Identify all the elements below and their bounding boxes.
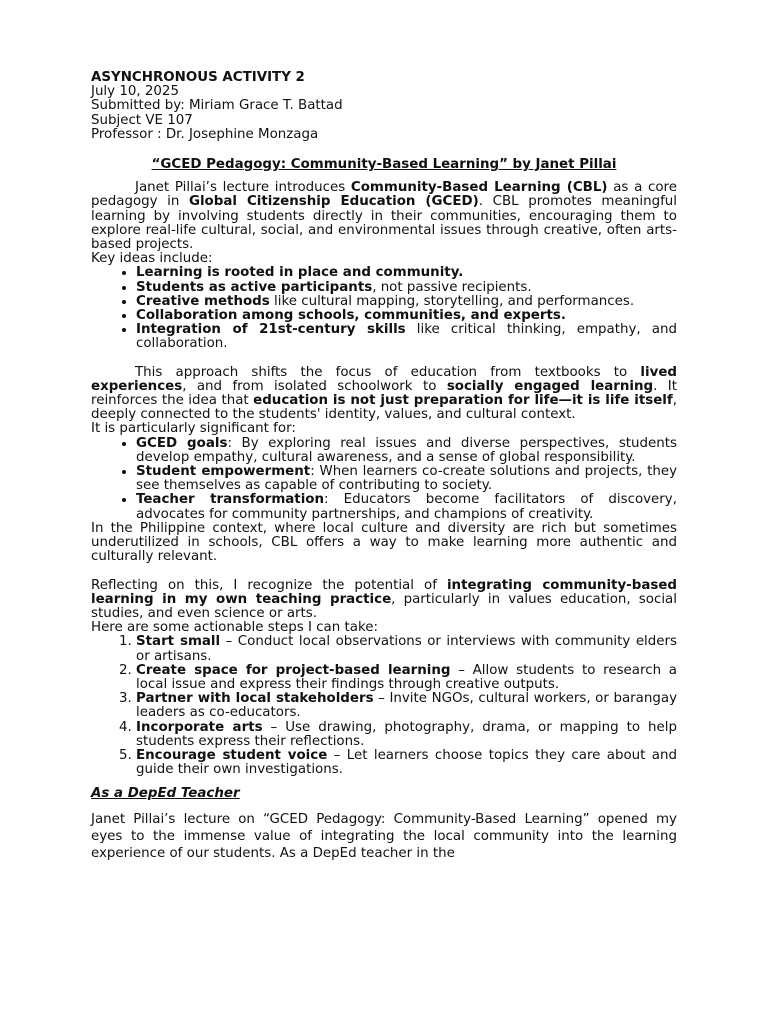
list-item: 1. Start small – Conduct local observations or interviews with community elders or artisans. xyxy=(136,635,677,663)
professor: Professor : Dr. Josephine Monzaga xyxy=(91,126,319,142)
list-item: • Creative methods like cultural mapping, storytelling, and performances. xyxy=(136,295,677,309)
intro-paragraph: Janet Pillai’s lecture introduces Community-Based Learning (CBL) as a core pedagogy in Global Citizenship Education (GCED). CBL promotes meaningful learning by involving students directly in their communities, encouraging them to explore real-life cultural, social, and environmental issues through creative, often arts-based projects. xyxy=(91,180,678,253)
key-ideas-label: Key ideas include: xyxy=(91,251,213,267)
date: July 10, 2025 xyxy=(91,84,179,100)
steps-label: Here are some actionable steps I can take: xyxy=(91,620,378,636)
list-item: • Collaboration among schools, communities, and experts. xyxy=(136,309,677,323)
activity-title: ASYNCHRONOUS ACTIVITY 2 xyxy=(91,70,305,85)
significance-list xyxy=(91,437,677,522)
steps-list xyxy=(91,635,677,777)
list-item: • Teacher transformation: Educators become facilitators of discovery, advocates for community partnerships, and champions of creativity. xyxy=(136,493,677,521)
list-item: • Student empowerment: When learners co-create solutions and projects, they see themselves as capable of contributing to society. xyxy=(136,465,677,493)
list-item: 3. Partner with local stakeholders – Invite NGOs, cultural workers, or barangay leaders as co-educators. xyxy=(136,692,677,720)
significant-label: It is particularly significant for: xyxy=(91,421,296,437)
deped-paragraph: Janet Pillai’s lecture on “GCED Pedagogy: Community-Based Learning” opened my eyes to the immense value of integrating the local community into the learning experience of our students. As a DepEd teacher in the xyxy=(91,811,677,861)
approach-paragraph: This approach shifts the focus of education from textbooks to lived experiences, and from isolated schoolwork to socially engaged learning. It reinforces the idea that education is not just preparation for life—it is life itself, deeply connected to the students' identity, values, and cultural context. xyxy=(91,364,678,423)
list-item: • Learning is rooted in place and community. xyxy=(136,266,677,280)
list-item: 5. Encourage student voice – Let learners choose topics they care about and guide their own investigations. xyxy=(136,749,677,777)
doc-title: “GCED Pedagogy: Community-Based Learning” by Janet Pillai xyxy=(151,157,617,173)
philippine-paragraph: In the Philippine context, where local culture and diversity are rich but sometimes underutilized in schools, CBL offers a way to make learning more authentic and culturally relevant. xyxy=(91,520,677,565)
document-header xyxy=(91,71,677,142)
subject: Subject VE 107 xyxy=(91,112,193,128)
key-ideas-list xyxy=(91,266,677,351)
list-item: • GCED goals: By exploring real issues and diverse perspectives, students develop empathy, cultural awareness, and a sense of global responsibility. xyxy=(136,437,677,465)
reflection-paragraph: Reflecting on this, I recognize the potential of integrating community-based learning in my own teaching practice, particularly in values education, social studies, and even science or arts. xyxy=(91,577,677,621)
list-item: 2. Create space for project-based learning – Allow students to research a local issue and express their findings through creative outputs. xyxy=(136,664,677,692)
list-item: • Integration of 21st-century skills like critical thinking, empathy, and collaboration. xyxy=(136,323,677,351)
list-item: • Students as active participants, not passive recipients. xyxy=(136,281,677,295)
submitted-by: Submitted by: Miriam Grace T. Battad xyxy=(91,98,343,114)
deped-heading: As a DepEd Teacher xyxy=(91,786,240,802)
list-item: 4. Incorporate arts – Use drawing, photography, drama, or mapping to help students express their reflections. xyxy=(136,721,677,749)
